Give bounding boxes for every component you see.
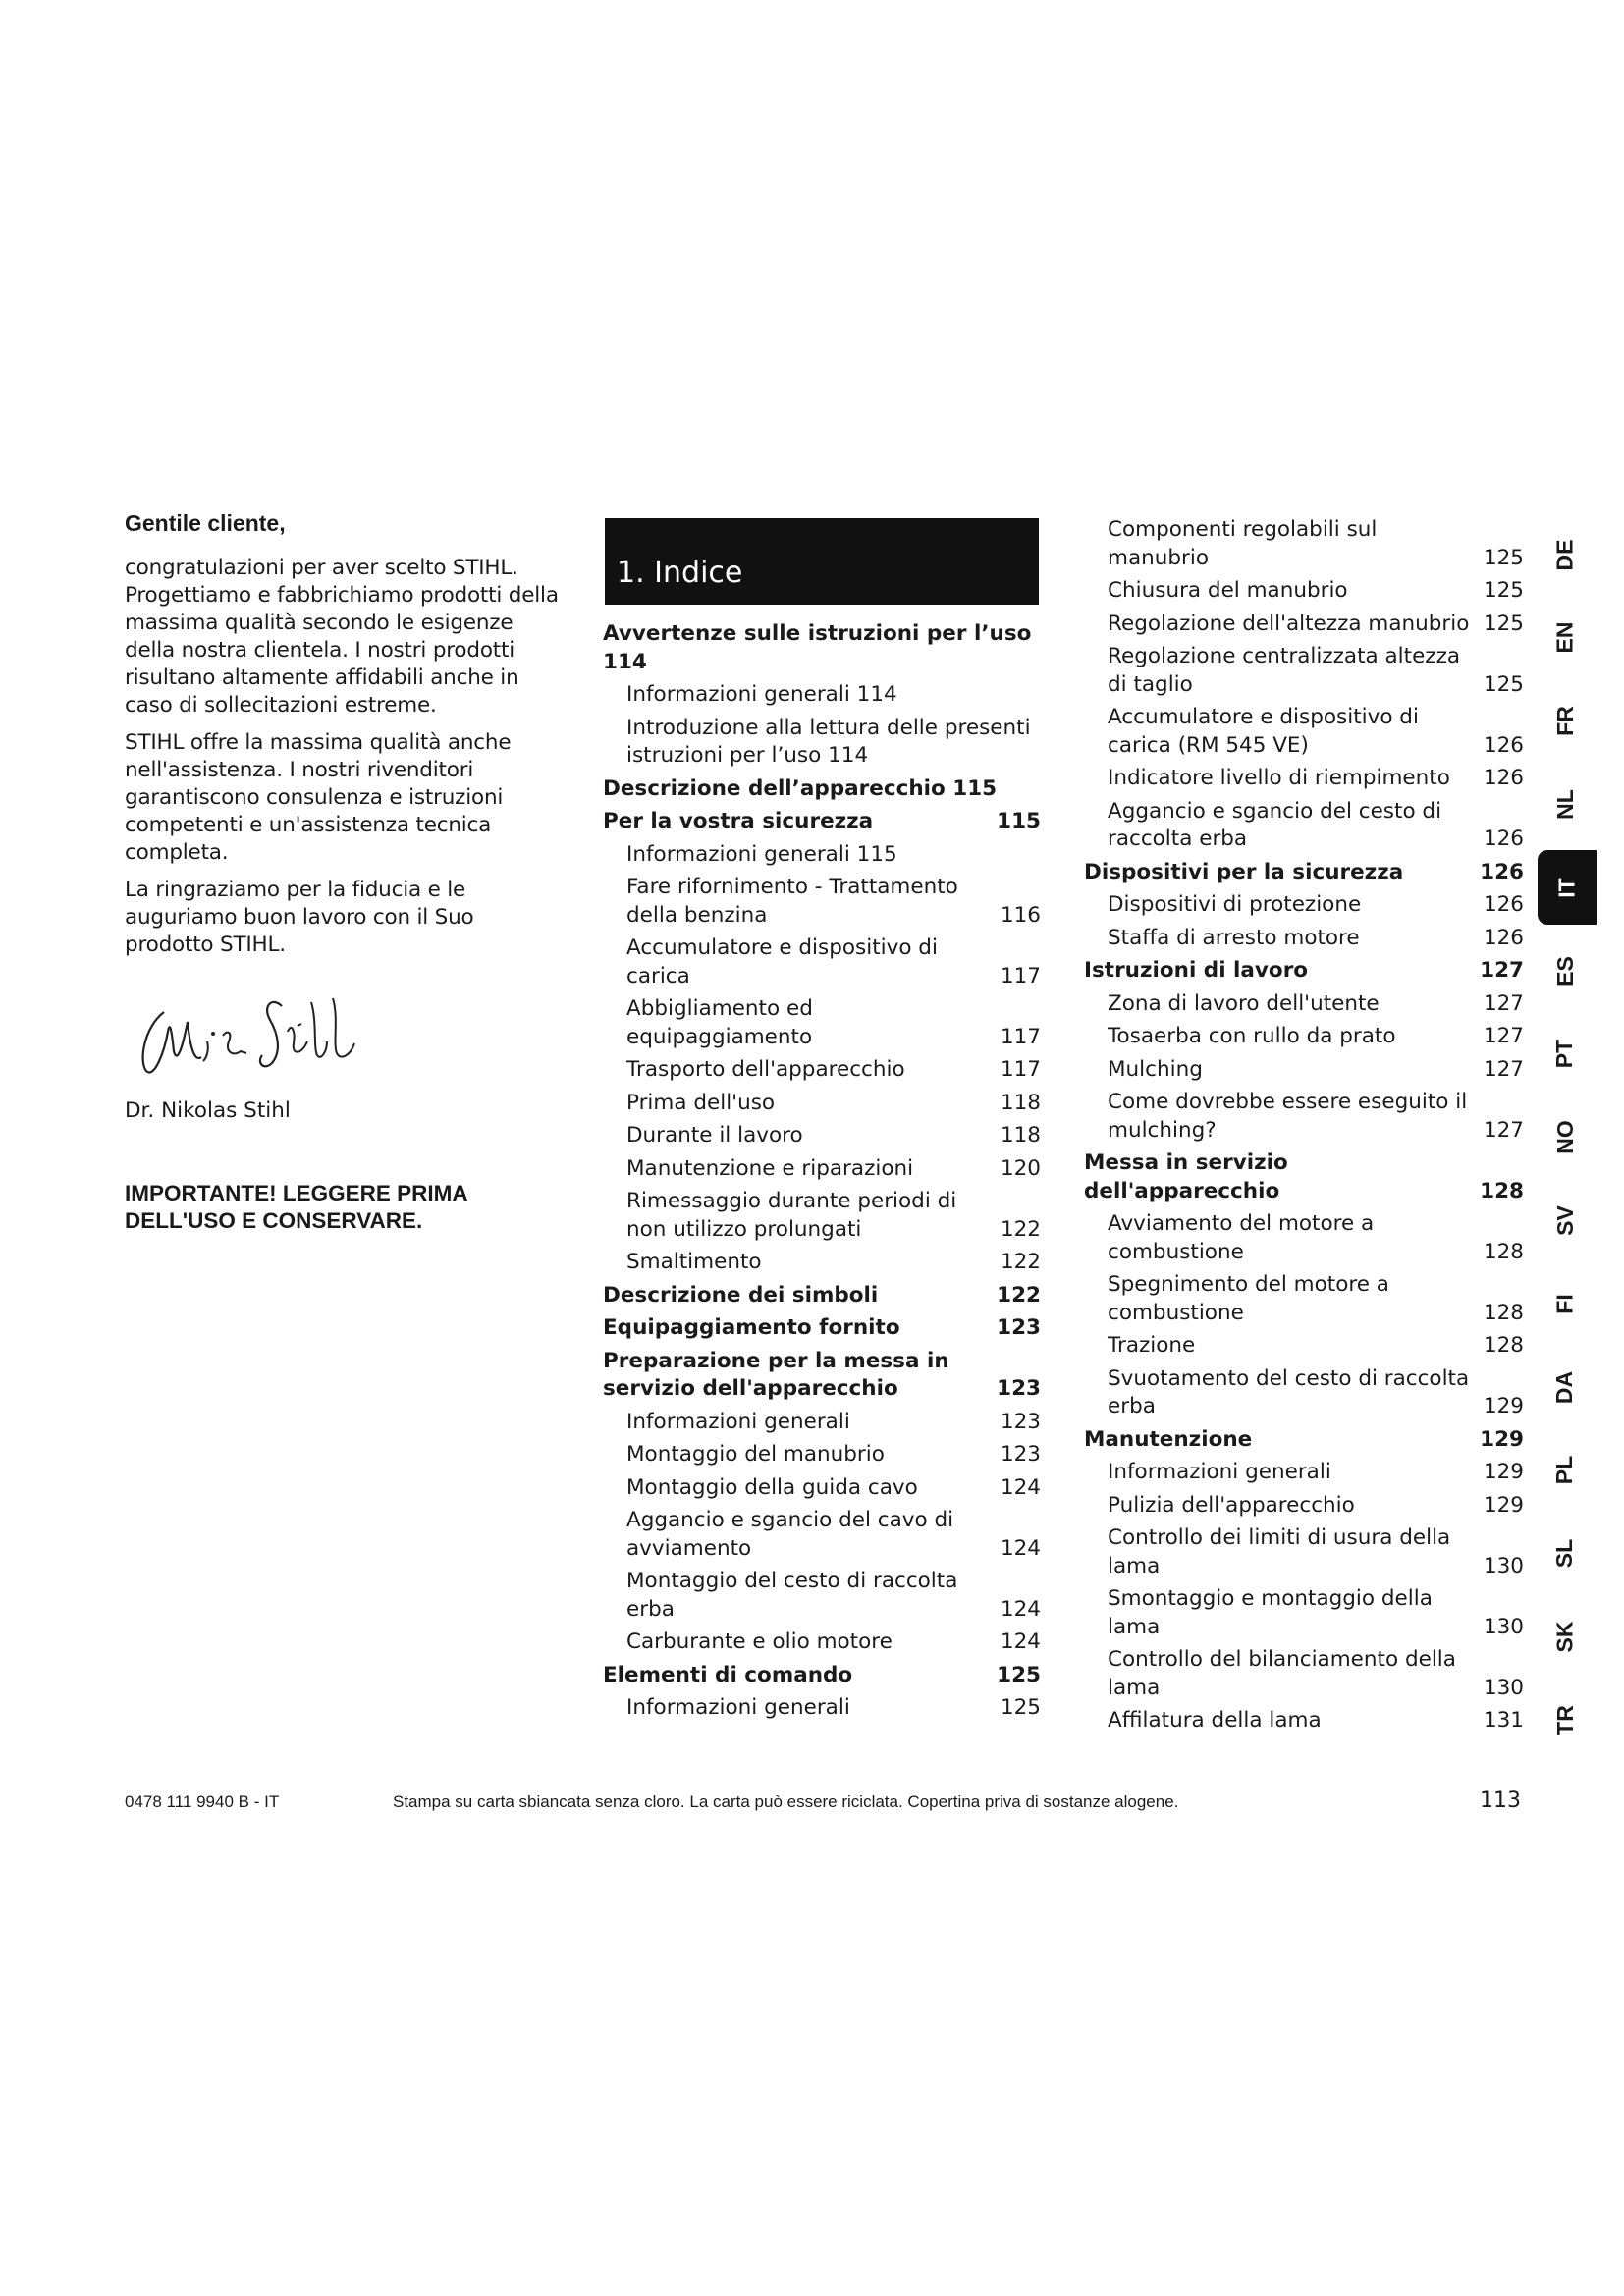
toc-entry-title: Come dovrebbe essere eseguito il mulching? <box>1108 1090 1468 1143</box>
language-tab-label: PL <box>1551 1456 1578 1485</box>
letter-paragraph: La ringraziamo per la fiducia e le auguriamo buon lavoro con il Suo prodotto STIHL. <box>125 878 474 957</box>
language-tab-en <box>1540 618 1591 658</box>
language-tab-label: NL <box>1551 789 1578 820</box>
toc-entry <box>1084 1524 1524 1580</box>
toc-entry-title: Regolazione centralizzata altezza di taglio <box>1108 644 1461 697</box>
toc-entry-title: Descrizione dei simboli <box>603 1282 879 1308</box>
toc-entry <box>603 1348 1041 1404</box>
language-tab-label: FR <box>1551 706 1578 736</box>
toc-entry-page: 125 <box>997 1662 1041 1687</box>
toc-entry-title: Carburante e olio motore <box>626 1629 893 1654</box>
toc-entry-title: Tosaerba con rullo da prato <box>1108 1024 1396 1048</box>
toc-entry-title: Staffa di arresto motore <box>1108 925 1360 950</box>
toc-entry <box>603 1122 1041 1150</box>
toc-entry <box>1084 1271 1524 1327</box>
toc-entry-page: 123 <box>997 1376 1041 1401</box>
toc-entry-title: Manutenzione <box>1084 1426 1253 1452</box>
language-tab-label: DA <box>1551 1370 1578 1404</box>
toc-entry-title: Abbigliamento ed equipaggiamento <box>626 996 813 1049</box>
toc-entry <box>1084 643 1524 699</box>
toc-entry-page: 117 <box>1000 1057 1041 1082</box>
toc-entry-page: 127 <box>1483 990 1524 1016</box>
toc-entry-page: 126 <box>1483 827 1524 851</box>
toc-entry <box>603 1662 1041 1690</box>
language-tab-label: SK <box>1551 1621 1578 1653</box>
toc-entry-page: 126 <box>1483 766 1524 790</box>
toc-entry <box>1084 925 1524 953</box>
toc-entry <box>1084 577 1524 606</box>
toc-entry-title: Informazioni generali <box>1108 1460 1331 1484</box>
toc-entry-title: Manutenzione e riparazioni <box>626 1155 914 1181</box>
language-tab-de <box>1540 535 1591 574</box>
toc-entry-page: 127 <box>1483 1024 1524 1048</box>
toc-entry-title: Montaggio del manubrio <box>626 1442 885 1467</box>
toc-entry-page: 115 <box>997 809 1041 833</box>
toc-entry-page: 122 <box>1000 1250 1041 1274</box>
toc-entry-page: 128 <box>1480 1178 1524 1203</box>
toc-entry-page: 126 <box>1483 925 1524 950</box>
toc-entry-title: Prima dell'uso <box>626 1090 776 1115</box>
toc-entry-page: 128 <box>1483 1300 1524 1325</box>
greeting: Gentile cliente, <box>125 510 286 536</box>
toc-entry-title: Aggancio e sgancio del cesto di raccolta erba <box>1108 798 1442 851</box>
language-tab-label: DE <box>1551 539 1578 570</box>
toc-entry-page: 125 <box>1483 578 1524 603</box>
toc-entry-title: Controllo del bilanciamento della lama <box>1108 1647 1456 1700</box>
language-tab-label: SL <box>1551 1538 1578 1569</box>
toc-entry-page: 123 <box>1000 1409 1041 1434</box>
language-tab-fr <box>1540 702 1591 741</box>
toc-entry <box>603 808 1041 836</box>
toc-entry-title: Svuotamento del cesto di raccolta erba <box>1108 1365 1470 1418</box>
toc-entry <box>1084 1210 1524 1266</box>
toc-entry-page: 129 <box>1483 1460 1524 1484</box>
toc-entry-page: 123 <box>1000 1442 1041 1467</box>
toc-entry-title: Dispositivi per la sicurezza <box>1084 859 1404 884</box>
toc-entry-title: Montaggio della guida cavo <box>626 1474 918 1500</box>
toc-entry-page: 128 <box>1483 1239 1524 1264</box>
toc-entry-title: Elementi di comando <box>603 1662 853 1687</box>
toc-entry <box>1084 1459 1524 1487</box>
toc-entry-page: 127 <box>1483 1056 1524 1082</box>
toc-entry <box>603 995 1041 1051</box>
toc-entry-title: Preparazione per la messa in servizio dell'apparecchio <box>603 1348 949 1401</box>
toc-entry-page: 129 <box>1483 1492 1524 1518</box>
toc-entry-title: Trazione <box>1108 1333 1196 1358</box>
toc-entry <box>1084 1056 1524 1085</box>
toc-entry-title: Per la vostra sicurezza <box>603 809 874 833</box>
toc-entry <box>603 1155 1041 1184</box>
toc-entry-page: 125 <box>1483 611 1524 636</box>
toc-entry-page: 117 <box>1000 963 1041 988</box>
toc-entry <box>603 681 1041 710</box>
toc-entry <box>1084 1646 1524 1702</box>
language-tab-it <box>1538 850 1597 925</box>
toc-entry-page: 130 <box>1483 1675 1524 1700</box>
toc-entry-title: Spegnimento del motore a combustione <box>1108 1272 1389 1325</box>
toc-entry-title: Zona di lavoro dell'utente <box>1108 990 1380 1016</box>
toc-entry <box>603 841 1041 870</box>
language-tab-label: PT <box>1551 1040 1578 1069</box>
language-tab-label: EN <box>1551 621 1578 654</box>
language-tab-sl <box>1540 1534 1591 1574</box>
language-tab-sv <box>1540 1201 1591 1240</box>
language-tab-label: SV <box>1551 1205 1578 1236</box>
language-tab-da <box>1540 1367 1591 1407</box>
toc-entry-title: Istruzioni di lavoro <box>1084 958 1309 983</box>
toc-entry-title: Pulizia dell'apparecchio <box>1108 1492 1355 1518</box>
toc-entry <box>1084 859 1524 887</box>
toc-entry <box>603 1507 1041 1563</box>
toc-entry-title: Indicatore livello di riempimento <box>1108 766 1450 790</box>
toc-entry <box>603 1629 1041 1657</box>
toc-entry <box>1084 1426 1524 1455</box>
toc-entry-title: Informazioni generali <box>626 1695 850 1720</box>
toc-entry-title: Fare rifornimento - Trattamento della benzina <box>626 875 958 928</box>
toc-entry <box>603 1694 1041 1723</box>
language-tab-fi <box>1540 1284 1591 1323</box>
toc-entry <box>603 1568 1041 1624</box>
toc-entry-title: Aggancio e sgancio del cavo di avviamento <box>626 1508 954 1561</box>
toc-entry-title: Equipaggiamento fornito <box>603 1315 900 1340</box>
toc-entry-title: Introduzione alla lettura delle presenti istruzioni per l’uso 114 <box>626 715 1031 768</box>
toc-entry-page: 125 <box>1483 545 1524 570</box>
toc-entry <box>603 1282 1041 1310</box>
footer-note: Stampa su carta sbiancata senza cloro. La carta può essere riciclata. Copertina priva di sostanze alogene. <box>393 1792 1179 1811</box>
toc-entry-title: Dispositivi di protezione <box>1108 892 1362 917</box>
toc-entry-page: 130 <box>1483 1614 1524 1639</box>
toc-entry <box>603 775 1041 804</box>
toc-entry <box>1084 1089 1524 1145</box>
toc-entry-page: 126 <box>1483 892 1524 917</box>
toc-entry <box>1084 1707 1524 1735</box>
toc-entry-page: 124 <box>1000 1629 1041 1654</box>
toc-entry <box>1084 1585 1524 1641</box>
toc-entry <box>1084 1332 1524 1361</box>
toc-entry <box>603 934 1041 990</box>
toc-entry <box>1084 1365 1524 1421</box>
toc-entry-title: Affilatura della lama <box>1108 1708 1322 1733</box>
toc-entry-page: 128 <box>1483 1333 1524 1358</box>
toc-column-1 <box>603 620 1041 1728</box>
language-tab-label: ES <box>1551 955 1578 987</box>
toc-entry <box>603 715 1041 771</box>
toc-entry <box>1084 611 1524 639</box>
language-tab-tr <box>1540 1700 1591 1739</box>
page-number: 113 <box>1480 1789 1521 1813</box>
toc-entry <box>1084 1149 1524 1205</box>
toc-entry <box>1084 704 1524 760</box>
toc-entry-title: Messa in servizio dell'apparecchio <box>1084 1150 1288 1203</box>
toc-column-2 <box>1084 516 1524 1740</box>
language-tab-label: FI <box>1551 1293 1578 1314</box>
toc-entry-page: 122 <box>1000 1216 1041 1242</box>
toc-entry <box>1084 516 1524 572</box>
toc-entry-page: 129 <box>1483 1394 1524 1418</box>
important-notice: IMPORTANTE! LEGGERE PRIMA DELL'USO E CONSERVARE. <box>125 1181 467 1233</box>
toc-entry-title: Chiusura del manubrio <box>1108 578 1348 603</box>
toc-entry-title: Avvertenze sulle istruzioni per l’uso 114 <box>603 621 1032 674</box>
toc-entry-title: Durante il lavoro <box>626 1123 803 1148</box>
language-tab-label: NO <box>1551 1120 1578 1154</box>
toc-entry-page: 131 <box>1483 1708 1524 1733</box>
toc-entry-title: Regolazione dell'altezza manubrio <box>1108 611 1470 636</box>
toc-title-bar <box>605 518 1039 605</box>
language-tab-pl <box>1540 1451 1591 1490</box>
toc-entry-page: 125 <box>1483 671 1524 697</box>
signature-name: Dr. Nikolas Stihl <box>125 1098 291 1123</box>
toc-entry <box>603 620 1041 676</box>
toc-entry <box>1084 891 1524 920</box>
toc-entry <box>1084 1492 1524 1521</box>
language-tab-pt <box>1540 1035 1591 1074</box>
toc-entry-page: 124 <box>1000 1596 1041 1622</box>
toc-entry-page: 126 <box>1480 859 1524 884</box>
toc-entry-title: Rimessaggio durante periodi di non utilizzo prolungati <box>626 1189 957 1242</box>
signature-image <box>125 973 380 1091</box>
toc-entry-title: Informazioni generali 115 <box>626 841 897 867</box>
toc-title: 1. Indice <box>617 556 743 590</box>
toc-entry <box>1084 957 1524 986</box>
toc-entry-title: Mulching <box>1108 1056 1203 1082</box>
letter-section <box>125 510 567 1235</box>
toc-entry-page: 118 <box>1000 1123 1041 1148</box>
toc-entry-page: 124 <box>1000 1535 1041 1561</box>
toc-entry-page: 124 <box>1000 1474 1041 1500</box>
toc-entry-title: Avviamento del motore a combustione <box>1108 1211 1375 1264</box>
toc-entry-title: Informazioni generali <box>626 1409 850 1434</box>
toc-entry-title: Informazioni generali 114 <box>626 682 897 707</box>
language-tab-label: IT <box>1553 877 1580 898</box>
toc-entry-page: 120 <box>1000 1155 1041 1181</box>
toc-entry <box>603 1409 1041 1437</box>
toc-entry-page: 116 <box>1000 902 1041 928</box>
toc-entry-page: 130 <box>1483 1553 1524 1578</box>
toc-entry <box>1084 990 1524 1019</box>
toc-entry-page: 127 <box>1480 958 1524 983</box>
toc-entry-title: Accumulatore e dispositivo di carica (RM 545 VE) <box>1108 705 1419 758</box>
language-tab-sk <box>1540 1617 1591 1656</box>
toc-entry <box>603 1249 1041 1277</box>
toc-entry-title: Montaggio del cesto di raccolta erba <box>626 1569 958 1622</box>
toc-entry-page: 123 <box>997 1315 1041 1340</box>
toc-entry-title: Descrizione dell’apparecchio 115 <box>603 775 998 801</box>
toc-entry <box>603 874 1041 930</box>
toc-entry-page: 118 <box>1000 1090 1041 1115</box>
language-tab-nl <box>1540 784 1591 824</box>
toc-entry <box>603 1314 1041 1343</box>
toc-entry-page: 125 <box>1000 1695 1041 1720</box>
language-tab-label: TR <box>1551 1704 1578 1735</box>
letter-paragraph: congratulazioni per aver scelto STIHL. Progettiamo e fabbrichiamo prodotti della massima qualità secondo le esigenze della nostra clientela. I nostri prodotti risultano altamente affidabili anche in caso di sollecitazioni estreme. <box>125 556 559 718</box>
toc-entry <box>1084 765 1524 793</box>
toc-entry-title: Smaltimento <box>626 1250 762 1274</box>
toc-entry-title: Accumulatore e dispositivo di carica <box>626 935 938 988</box>
letter-paragraph: STIHL offre la massima qualità anche nell'assistenza. I nostri rivenditori garantiscono consulenza e istruzioni competenti e un'assistenza tecnica completa. <box>125 730 512 865</box>
toc-entry <box>603 1188 1041 1244</box>
toc-entry <box>603 1474 1041 1503</box>
document-code: 0478 111 9940 B - IT <box>125 1792 280 1811</box>
language-tab-no <box>1540 1118 1591 1157</box>
toc-entry-title: Smontaggio e montaggio della lama <box>1108 1586 1433 1639</box>
toc-entry-page: 129 <box>1480 1426 1524 1452</box>
toc-entry <box>603 1056 1041 1085</box>
toc-entry-page: 127 <box>1483 1117 1524 1143</box>
toc-entry-page: 117 <box>1000 1024 1041 1049</box>
toc-entry-title: Componenti regolabili sul manubrio <box>1108 517 1378 570</box>
toc-entry <box>603 1441 1041 1469</box>
toc-entry <box>1084 798 1524 854</box>
toc-entry <box>1084 1023 1524 1051</box>
toc-entry-page: 122 <box>997 1282 1041 1308</box>
language-tab-es <box>1540 951 1591 990</box>
toc-entry-title: Controllo dei limiti di usura della lama <box>1108 1525 1451 1578</box>
toc-entry-page: 126 <box>1483 732 1524 758</box>
toc-entry <box>603 1090 1041 1118</box>
toc-entry-title: Trasporto dell'apparecchio <box>626 1057 905 1082</box>
